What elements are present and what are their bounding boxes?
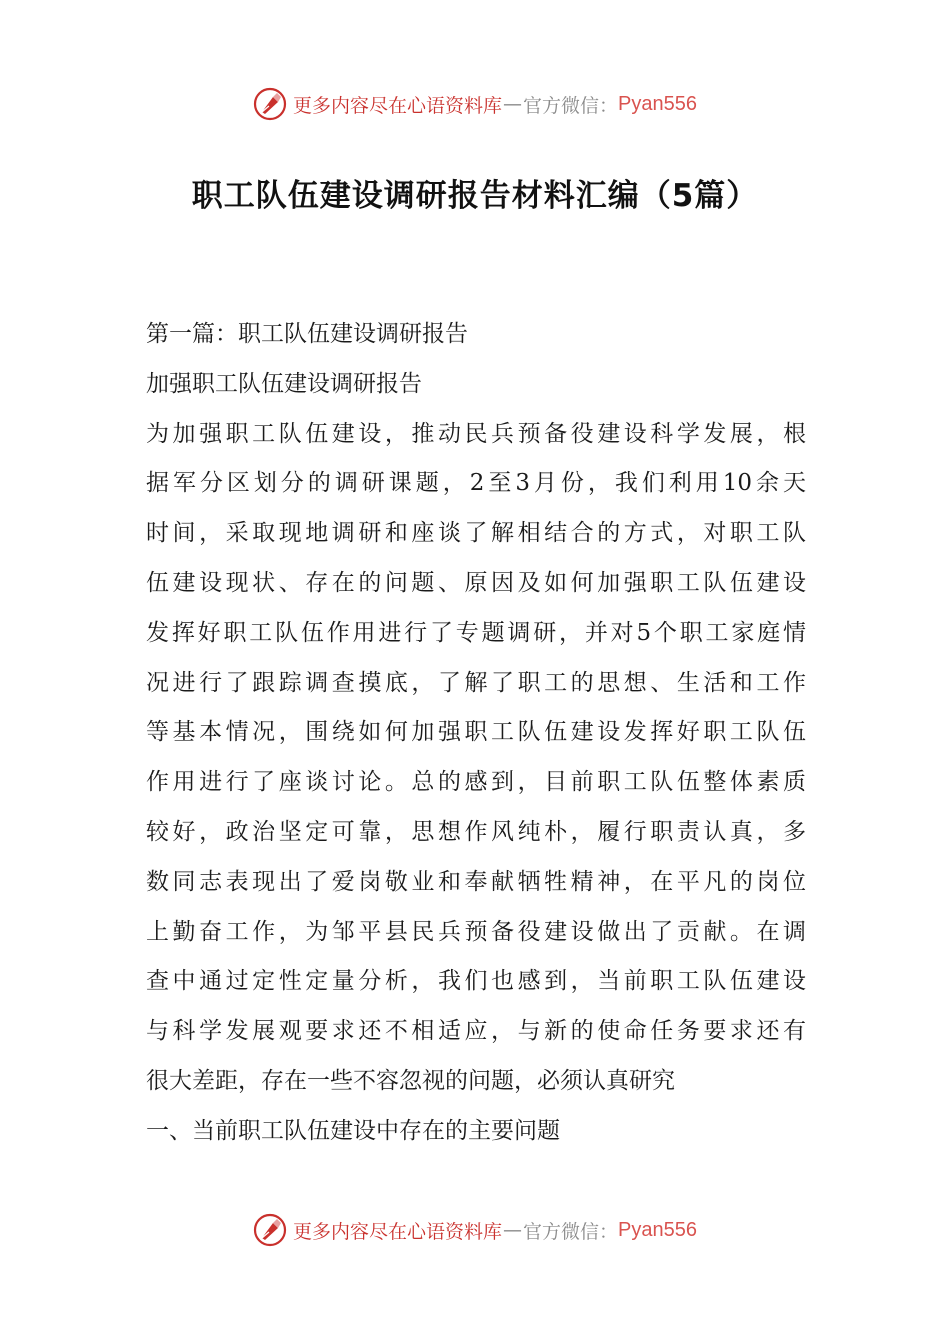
paragraph-line: 等基本情况，围绕如何加强职工队伍建设发挥好职工队伍 xyxy=(146,719,806,746)
paragraph-line: 上勤奋工作，为邹平县民兵预备役建设做出了贡献。在调 xyxy=(146,918,806,945)
header-banner xyxy=(0,82,950,126)
document-body xyxy=(146,310,806,1157)
paragraph-line: 况进行了跟踪调查摸底，了解了职工的思想、生活和工作 xyxy=(146,669,806,696)
paragraph-line: 时间，采取现地调研和座谈了解相结合的方式，对职工队 xyxy=(146,520,806,547)
pen-nib-logo-icon xyxy=(253,1213,287,1247)
paragraph-line: 很大差距，存在一些不容忽视的问题，必须认真研究 xyxy=(146,1067,675,1094)
banner-text: 更多内容尽在心语资料库 xyxy=(293,1220,503,1243)
paragraph-line: 与科学发展观要求还不相适应，与新的使命任务要求还有 xyxy=(146,1018,806,1045)
footer-banner xyxy=(0,1208,950,1252)
paragraph-line: 据军分区划分的调研课题，2至3月份，我们利用10余天 xyxy=(146,470,806,497)
document-title: 职工队伍建设调研报告材料汇编（5篇） xyxy=(191,178,759,214)
banner-contact-id: Pyan556 xyxy=(618,92,697,115)
paragraph-line: 作用进行了座谈讨论。总的感到，目前职工队伍整体素质 xyxy=(146,769,806,796)
paragraph-line: 数同志表现出了爱岗敬业和奉献牺牲精神，在平凡的岗位 xyxy=(146,868,806,895)
paragraph-line: 为加强职工队伍建设，推动民兵预备役建设科学发展，根 xyxy=(146,420,806,447)
banner-separator: — xyxy=(503,1219,523,1241)
section-heading: 第一篇：职工队伍建设调研报告 xyxy=(146,321,468,347)
banner-contact-label: 官方微信： xyxy=(523,1220,619,1243)
paragraph-line: 查中通过定性定量分析，我们也感到，当前职工队伍建设 xyxy=(146,968,806,995)
subsection-heading: 一、当前职工队伍建设中存在的主要问题 xyxy=(146,1117,560,1144)
banner-text: 更多内容尽在心语资料库 xyxy=(293,94,503,117)
pen-nib-logo-icon xyxy=(253,87,287,121)
paragraph-line: 发挥好职工队伍作用进行了专题调研，并对5个职工家庭情 xyxy=(146,619,806,646)
paragraph-line: 较好，政治坚定可靠，思想作风纯朴，履行职责认真，多 xyxy=(146,818,806,845)
banner-contact-id: Pyan556 xyxy=(618,1218,697,1241)
report-subtitle: 加强职工队伍建设调研报告 xyxy=(146,370,422,397)
banner-contact-label: 官方微信： xyxy=(523,94,619,117)
paragraph-line: 伍建设现状、存在的问题、原因及如何加强职工队伍建设 xyxy=(146,569,806,596)
banner-separator: — xyxy=(503,93,523,115)
